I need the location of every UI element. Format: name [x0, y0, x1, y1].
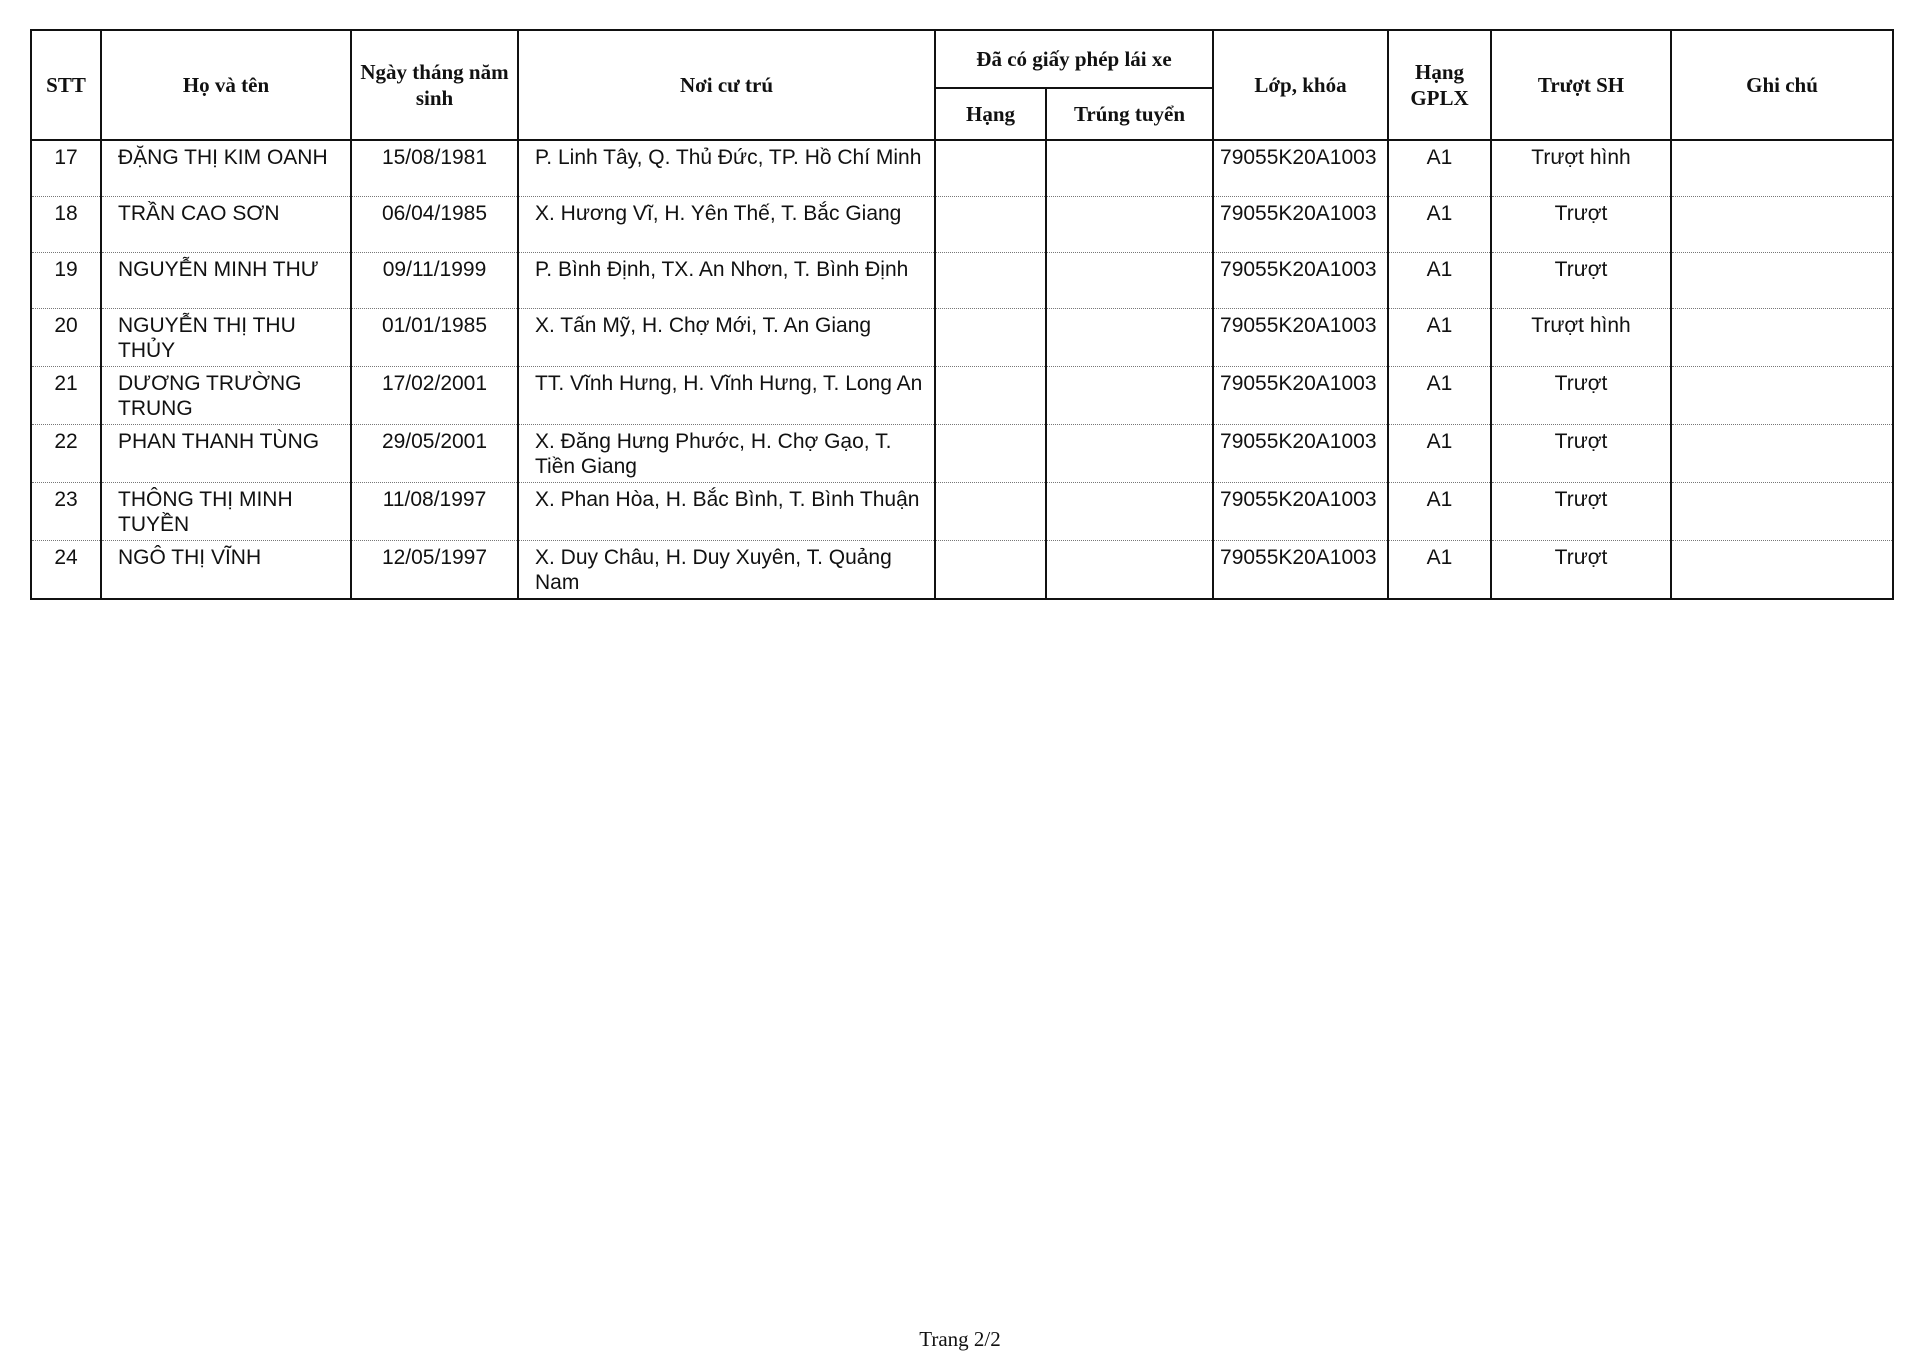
cell-note [1671, 196, 1893, 252]
header-gplx-class: Hạng GPLX [1388, 30, 1491, 140]
cell-license-class [935, 140, 1046, 196]
cell-note [1671, 140, 1893, 196]
table-row [31, 140, 1893, 196]
cell-license-class [935, 424, 1046, 482]
cell-note [1671, 308, 1893, 366]
table-row [31, 540, 1893, 599]
cell-class-course: 79055K20A1003 [1213, 196, 1388, 252]
cell-note [1671, 540, 1893, 599]
cell-license-class [935, 540, 1046, 599]
cell-gplx-class: A1 [1388, 540, 1491, 599]
cell-dob: 01/01/1985 [351, 308, 518, 366]
cell-dob: 29/05/2001 [351, 424, 518, 482]
cell-address: TT. Vĩnh Hưng, H. Vĩnh Hưng, T. Long An [518, 366, 935, 424]
cell-failed-sh: Trượt [1491, 252, 1671, 308]
header-note: Ghi chú [1671, 30, 1893, 140]
cell-class-course: 79055K20A1003 [1213, 252, 1388, 308]
cell-class-course: 79055K20A1003 [1213, 424, 1388, 482]
cell-license-passed [1046, 308, 1213, 366]
cell-class-course: 79055K20A1003 [1213, 366, 1388, 424]
cell-stt: 20 [31, 308, 101, 366]
header-class-course: Lớp, khóa [1213, 30, 1388, 140]
cell-name: DƯƠNG TRƯỜNG TRUNG [101, 366, 351, 424]
cell-dob: 15/08/1981 [351, 140, 518, 196]
cell-gplx-class: A1 [1388, 252, 1491, 308]
cell-license-passed [1046, 196, 1213, 252]
cell-stt: 21 [31, 366, 101, 424]
cell-stt: 17 [31, 140, 101, 196]
header-license-passed: Trúng tuyển [1046, 88, 1213, 140]
cell-note [1671, 366, 1893, 424]
cell-failed-sh: Trượt [1491, 366, 1671, 424]
cell-gplx-class: A1 [1388, 196, 1491, 252]
cell-name: PHAN THANH TÙNG [101, 424, 351, 482]
table-row [31, 482, 1893, 540]
cell-license-class [935, 196, 1046, 252]
header-name: Họ và tên [101, 30, 351, 140]
cell-name: NGUYỄN THỊ THU THỦY [101, 308, 351, 366]
cell-class-course: 79055K20A1003 [1213, 540, 1388, 599]
cell-address: P. Linh Tây, Q. Thủ Đức, TP. Hồ Chí Minh [518, 140, 935, 196]
cell-stt: 22 [31, 424, 101, 482]
cell-name: TRẦN CAO SƠN [101, 196, 351, 252]
cell-license-passed [1046, 482, 1213, 540]
cell-failed-sh: Trượt hình [1491, 140, 1671, 196]
cell-gplx-class: A1 [1388, 308, 1491, 366]
cell-address: X. Tấn Mỹ, H. Chợ Mới, T. An Giang [518, 308, 935, 366]
cell-license-passed [1046, 252, 1213, 308]
results-table [30, 29, 1894, 600]
table-row [31, 252, 1893, 308]
header-dob: Ngày tháng năm sinh [351, 30, 518, 140]
cell-failed-sh: Trượt hình [1491, 308, 1671, 366]
cell-license-class [935, 252, 1046, 308]
cell-gplx-class: A1 [1388, 366, 1491, 424]
cell-address: X. Hương Vĩ, H. Yên Thế, T. Bắc Giang [518, 196, 935, 252]
cell-name: NGUYỄN MINH THƯ [101, 252, 351, 308]
cell-license-passed [1046, 140, 1213, 196]
cell-name: THÔNG THỊ MINH TUYỀN [101, 482, 351, 540]
cell-gplx-class: A1 [1388, 482, 1491, 540]
cell-license-passed [1046, 366, 1213, 424]
header-license-class: Hạng [935, 88, 1046, 140]
cell-address: X. Đăng Hưng Phước, H. Chợ Gạo, T. Tiền Giang [518, 424, 935, 482]
cell-note [1671, 424, 1893, 482]
cell-note [1671, 482, 1893, 540]
cell-license-class [935, 308, 1046, 366]
cell-class-course: 79055K20A1003 [1213, 140, 1388, 196]
cell-failed-sh: Trượt [1491, 196, 1671, 252]
table-header [31, 30, 1893, 140]
cell-dob: 11/08/1997 [351, 482, 518, 540]
cell-stt: 24 [31, 540, 101, 599]
cell-license-class [935, 482, 1046, 540]
cell-failed-sh: Trượt [1491, 482, 1671, 540]
cell-stt: 18 [31, 196, 101, 252]
page-number: Trang 2/2 [919, 1327, 1001, 1351]
table-row [31, 196, 1893, 252]
header-license-group: Đã có giấy phép lái xe [935, 30, 1213, 88]
cell-address: P. Bình Định, TX. An Nhơn, T. Bình Định [518, 252, 935, 308]
cell-class-course: 79055K20A1003 [1213, 308, 1388, 366]
cell-dob: 12/05/1997 [351, 540, 518, 599]
cell-name: ĐẶNG THỊ KIM OANH [101, 140, 351, 196]
header-stt: STT [31, 30, 101, 140]
cell-dob: 09/11/1999 [351, 252, 518, 308]
cell-stt: 19 [31, 252, 101, 308]
table-row [31, 308, 1893, 366]
cell-name: NGÔ THỊ VĨNH [101, 540, 351, 599]
cell-license-passed [1046, 540, 1213, 599]
cell-failed-sh: Trượt [1491, 424, 1671, 482]
cell-license-class [935, 366, 1046, 424]
header-address: Nơi cư trú [518, 30, 935, 140]
table-row [31, 424, 1893, 482]
cell-gplx-class: A1 [1388, 140, 1491, 196]
cell-failed-sh: Trượt [1491, 540, 1671, 599]
results-table-container [30, 29, 1892, 600]
cell-address: X. Phan Hòa, H. Bắc Bình, T. Bình Thuận [518, 482, 935, 540]
cell-license-passed [1046, 424, 1213, 482]
header-failed-sh: Trượt SH [1491, 30, 1671, 140]
cell-dob: 06/04/1985 [351, 196, 518, 252]
cell-stt: 23 [31, 482, 101, 540]
cell-dob: 17/02/2001 [351, 366, 518, 424]
cell-gplx-class: A1 [1388, 424, 1491, 482]
table-row [31, 366, 1893, 424]
table-body [31, 140, 1893, 599]
cell-note [1671, 252, 1893, 308]
cell-class-course: 79055K20A1003 [1213, 482, 1388, 540]
cell-address: X. Duy Châu, H. Duy Xuyên, T. Quảng Nam [518, 540, 935, 599]
